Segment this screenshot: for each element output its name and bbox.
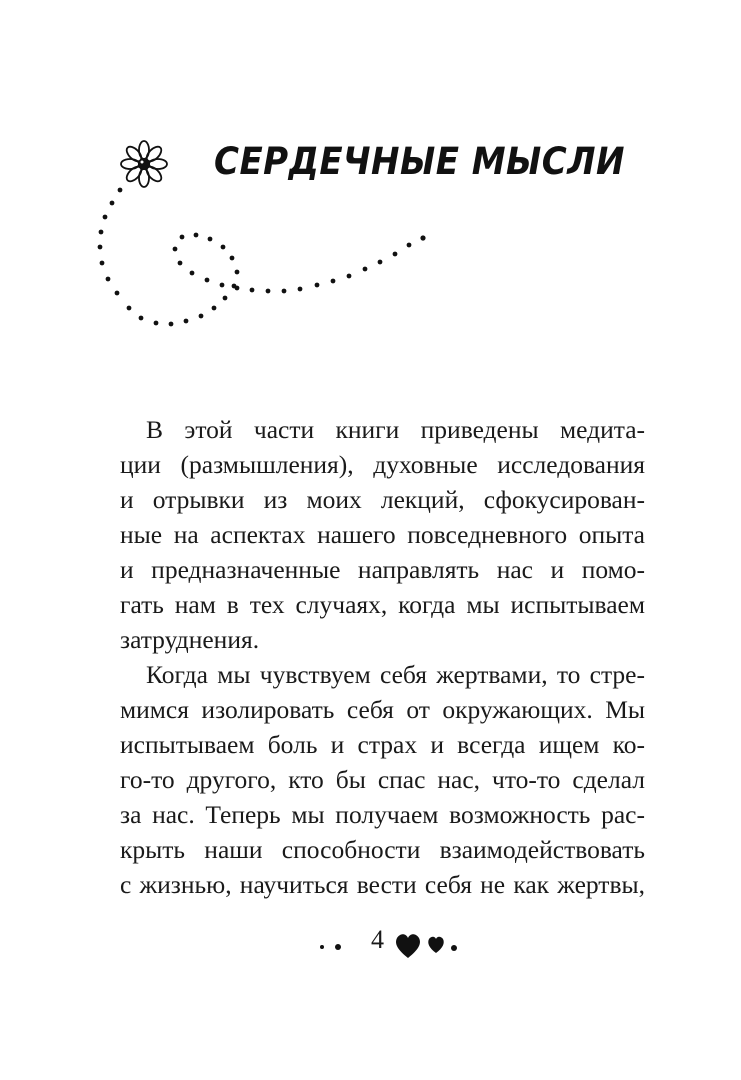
text-line: ные на аспектах нашего повседневного опыта bbox=[120, 520, 645, 549]
body-text bbox=[120, 412, 645, 902]
text-line: гать нам в тех случаях, когда мы испытываем bbox=[120, 590, 645, 619]
dots-ornament-icon bbox=[318, 939, 358, 953]
paragraph-1 bbox=[120, 412, 645, 657]
text-line: испытываем боль и страх и всегда ищем ко- bbox=[120, 730, 645, 759]
page-title: СЕРДЕЧНЫЕ МЫСЛИ bbox=[214, 140, 625, 183]
text-line: крыть наши способности взаимодействовать bbox=[120, 835, 645, 864]
page-footer bbox=[318, 925, 468, 965]
text-line: за нас. Теперь мы получаем возможность рас- bbox=[120, 800, 645, 829]
text-line: с жизнью, научиться вести себя не как жертвы, bbox=[120, 870, 645, 899]
text-line: и предназначенные направлять нас и помо- bbox=[120, 555, 645, 584]
dotted-swirl-icon bbox=[90, 185, 440, 335]
text-line: ции (размышления), духовные исследования bbox=[120, 450, 645, 479]
paragraph-2 bbox=[120, 657, 645, 902]
text-line: мимся изолировать себя от окружающих. Мы bbox=[120, 695, 645, 724]
flower-icon bbox=[118, 138, 170, 190]
text-line: Когда мы чувствуем себя жертвами, то стре- bbox=[146, 660, 645, 689]
text-line: го-то другого, кто бы спас нас, что-то сделал bbox=[120, 765, 645, 794]
text-line: В этой части книги приведены медита- bbox=[146, 415, 645, 444]
text-line: и отрывки из моих лекций, сфокусирован- bbox=[120, 485, 645, 514]
text-line: затруднения. bbox=[120, 625, 260, 654]
page-number: 4 bbox=[371, 925, 384, 954]
heart-icon bbox=[394, 931, 464, 961]
